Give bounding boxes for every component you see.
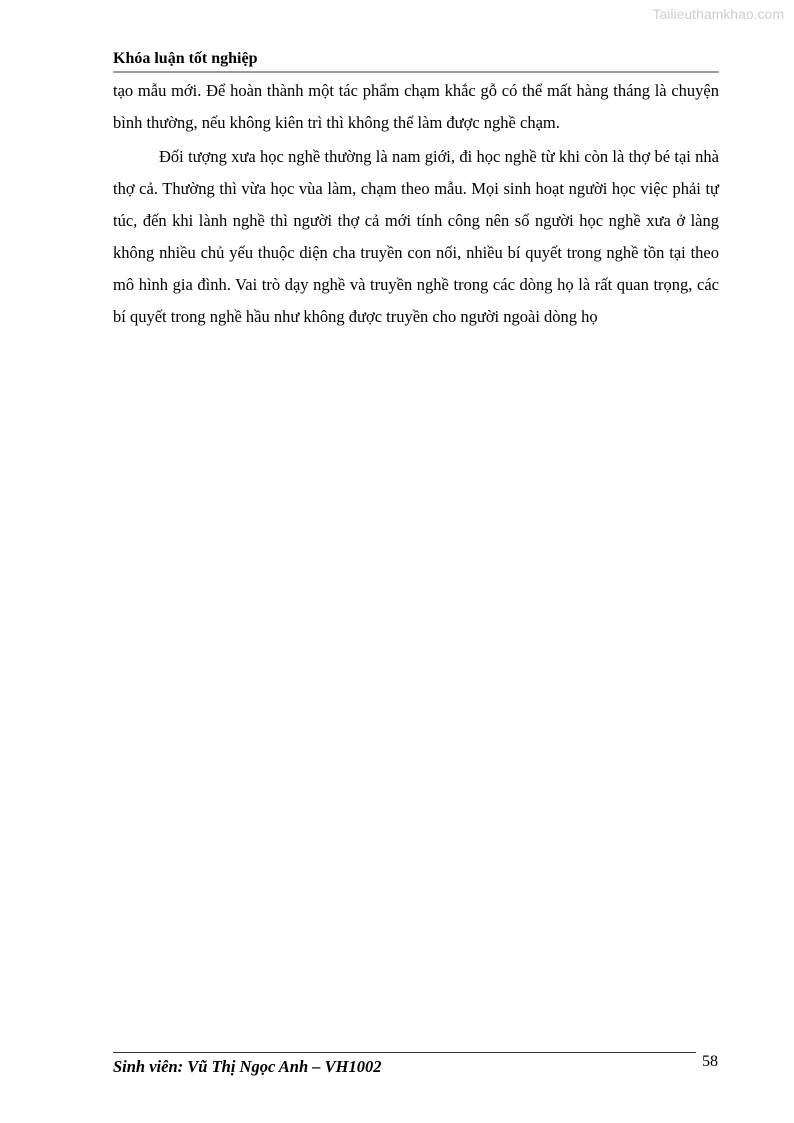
header-title: Khóa luận tốt nghiệp [113,50,258,67]
paragraph: Đối tượng xưa học nghề thường là nam giới, đi học nghề từ khi còn là thợ bé tại nhà thợ cả. Thường thì vừa học vùa làm, chạm theo mẫu. Mọi sinh hoạt người học việc phải tự túc, đến khi lành nghề thì người thợ cả mới tính công nên số người học nghề xưa ở làng không nhiều chủ yếu thuộc diện cha truyền con nối, nhiều bí quyết trong nghề tồn tại theo mô hình gia đình. Vai trò dạy nghề và truyền nghề trong các dòng họ là rất quan trọng, các bí quyết trong nghề hầu như không được truyền cho người ngoài dòng họ [113,147,719,326]
document-body [113,75,719,335]
footer-author: Sinh viên: Vũ Thị Ngọc Anh – VH1002 [113,1057,382,1076]
watermark: Tailieuthamkhao.com [652,6,784,22]
page-number: 58 [702,1053,718,1070]
paragraph-continuation: tạo mẫu mới. Để hoàn thành một tác phẩm chạm khắc gỗ có thể mất hàng tháng là chuyện bình thường, nếu không kiên trì thì không thể làm được nghề chạm. [113,81,719,132]
footer-divider [113,1052,696,1053]
header-divider [113,71,719,73]
